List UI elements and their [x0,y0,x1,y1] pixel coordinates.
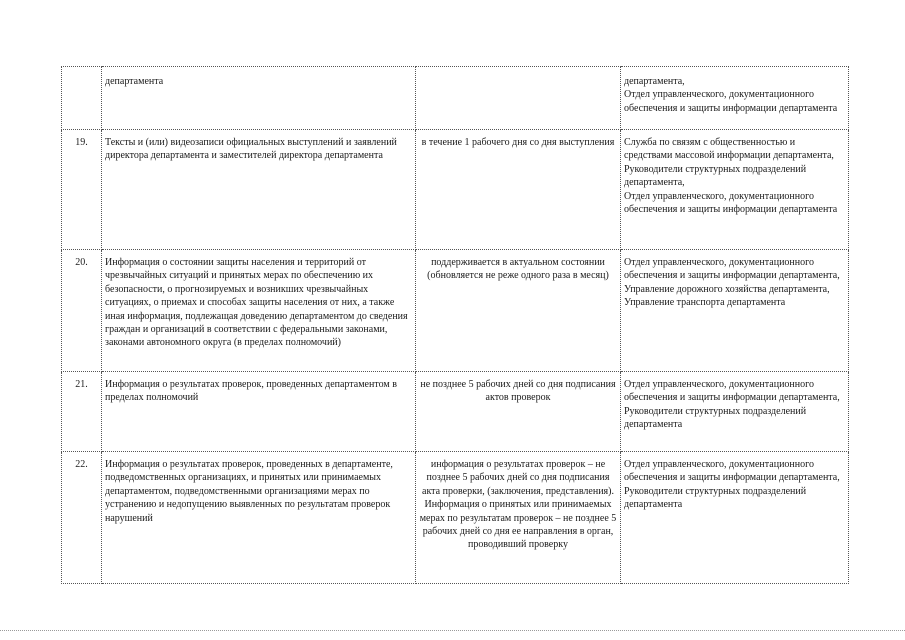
table-row [62,452,849,584]
row-number-cell [62,67,102,130]
info-title-cell: Информация о состоянии защиты населения и территорий от чрезвычайных ситуаций и принятых мерах по обеспечению их безопасности, о прогнозируемых и возникших чрезвычайных ситуациях, о приемах и способах защиты населения от них, а также иная информация, подлежащая доведению департаментом до сведения граждан и организаций в соответствии с федеральными законами, законами автономного округа (в пределах полномочий) [102,250,416,372]
responsible-cell: департамента, Отдел управленческого, документационного обеспечения и защиты информации департамента [621,67,849,130]
responsible-cell: Отдел управленческого, документационного обеспечения и защиты информации департамента, Управление дорожного хозяйства департамента, Управление транспорта департамента [621,250,849,372]
table-row [62,372,849,452]
page-edge-divider [0,630,905,631]
row-number-cell: 19. [62,130,102,250]
info-title-cell: Информация о результатах проверок, проведенных департаментом в пределах полномочий [102,372,416,452]
info-disclosure-table [61,66,849,584]
deadline-cell: в течение 1 рабочего дня со дня выступления [416,130,621,250]
responsible-cell: Отдел управленческого, документационного обеспечения и защиты информации департамента, Руководители структурных подразделений департамента [621,372,849,452]
info-title-cell: Тексты и (или) видеозаписи официальных выступлений и заявлений директора департамента и заместителей директора департамента [102,130,416,250]
deadline-cell [416,67,621,130]
deadline-cell: не позднее 5 рабочих дней со дня подписания актов проверок [416,372,621,452]
deadline-cell: поддерживается в актуальном состоянии (обновляется не реже одного раза в месяц) [416,250,621,372]
responsible-cell: Отдел управленческого, документационного обеспечения и защиты информации департамента, Руководители структурных подразделений департамента [621,452,849,584]
row-number-cell: 22. [62,452,102,584]
table-row [62,67,849,130]
deadline-cell: информация о результатах проверок – не позднее 5 рабочих дней со дня подписания акта проверки, (заключения, представления). Информация о принятых или принимаемых мерах по результатам проверок – не позднее 5 рабочих дней со дня ее направления в орган, проводивший проверку [416,452,621,584]
row-number-cell: 20. [62,250,102,372]
table-row [62,130,849,250]
responsible-cell: Служба по связям с общественностью и средствами массовой информации департамента, Руководители структурных подразделений департамента, Отдел управленческого, документационного обеспечения и защиты информации департамента [621,130,849,250]
info-title-cell: Информация о результатах проверок, проведенных в департаменте, подведомственных организациях, и принятых или принимаемых департаментом, подведомственными организациями мерах по устранению и недопущению выявленных по результатам проверок нарушений [102,452,416,584]
row-number-cell: 21. [62,372,102,452]
info-title-cell: департамента [102,67,416,130]
table-row [62,250,849,372]
